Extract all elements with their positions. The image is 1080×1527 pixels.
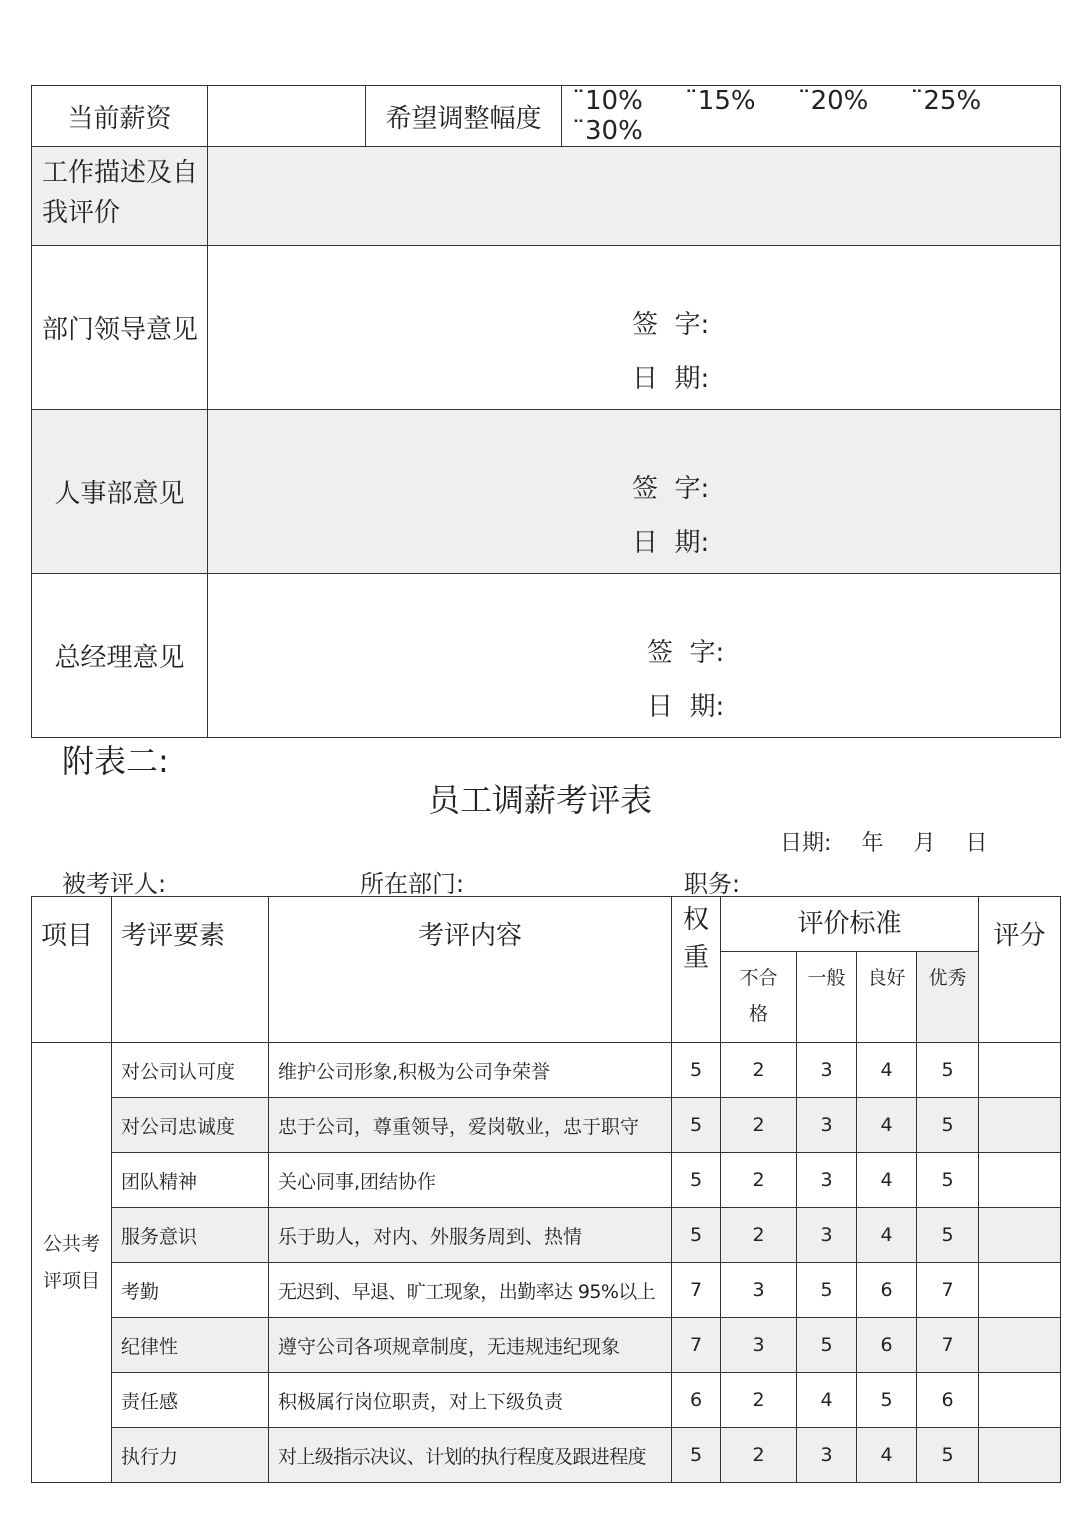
date-year: 年: [861, 831, 884, 856]
header-level-average: 一般: [797, 952, 857, 1043]
row-score-input[interactable]: [979, 1373, 1061, 1428]
row-good: 4: [857, 1428, 917, 1483]
header-level-fail-line2: 格: [748, 1003, 768, 1025]
header-item: 项目: [32, 897, 112, 1043]
appendix-title: 附表二:: [62, 742, 169, 780]
row-average: 5: [797, 1263, 857, 1318]
row-weight: 5: [672, 1043, 721, 1098]
row-content: 对上级指示决议、计划的执行程度及跟进程度: [269, 1428, 672, 1483]
hr-date-label: 日 期:: [632, 528, 710, 558]
row-content: 维护公司形象,积极为公司争荣誉: [269, 1043, 672, 1098]
date-day: 日: [965, 831, 988, 856]
row-excellent: 5: [917, 1428, 979, 1483]
option-30[interactable]: ¨30%: [572, 116, 643, 146]
row-weight: 7: [672, 1263, 721, 1318]
category-line2: 评项目: [42, 1269, 100, 1292]
option-20[interactable]: ¨20%: [797, 86, 869, 116]
option-15[interactable]: ¨15%: [684, 86, 756, 116]
dept-sign-label: 签 字:: [632, 310, 710, 340]
row-score-input[interactable]: [979, 1098, 1061, 1153]
date-label: 日期:: [780, 831, 832, 856]
dept-leader-label: 部门领导意见: [32, 246, 208, 410]
row-factor: 服务意识: [112, 1208, 269, 1263]
category-cell: [32, 1043, 112, 1483]
department-label: 所在部门:: [360, 870, 465, 898]
row-average: 3: [797, 1098, 857, 1153]
row-content: 乐于助人，对内、外服务周到、热情: [269, 1208, 672, 1263]
header-level-fail: [721, 952, 797, 1043]
row-weight: 5: [672, 1098, 721, 1153]
gm-sign-label: 签 字:: [647, 638, 725, 668]
row-excellent: 5: [917, 1043, 979, 1098]
row-excellent: 7: [917, 1263, 979, 1318]
row-content: 忠于公司，尊重领导，爱岗敬业，忠于职守: [269, 1098, 672, 1153]
current-salary-value[interactable]: [208, 86, 366, 147]
row-excellent: 7: [917, 1318, 979, 1373]
row-fail: 2: [721, 1098, 797, 1153]
dept-date-label: 日 期:: [632, 364, 710, 394]
row-average: 4: [797, 1373, 857, 1428]
row-excellent: 5: [917, 1208, 979, 1263]
row-content: 无迟到、早退、旷工现象，出勤率达 95%以上: [269, 1263, 672, 1318]
salary-request-table: [31, 85, 1061, 738]
gm-label: 总经理意见: [32, 574, 208, 738]
hr-opinion-field[interactable]: [208, 410, 1061, 574]
header-level-good: 良好: [857, 952, 917, 1043]
row-weight: 5: [672, 1153, 721, 1208]
row-factor: 执行力: [112, 1428, 269, 1483]
header-score: 评分: [979, 897, 1061, 1043]
evaluation-table: [31, 896, 1061, 1483]
row-score-input[interactable]: [979, 1428, 1061, 1483]
adjust-range-options: [562, 86, 1061, 147]
gm-opinion-field[interactable]: [208, 574, 1061, 738]
date-month: 月: [913, 831, 936, 856]
row-average: 5: [797, 1318, 857, 1373]
row-fail: 2: [721, 1208, 797, 1263]
header-level-excellent: 优秀: [917, 952, 979, 1043]
header-criteria: 评价标准: [721, 897, 979, 952]
evaluee-label: 被考评人:: [62, 870, 167, 898]
date-line: [780, 826, 1017, 857]
row-good: 6: [857, 1318, 917, 1373]
row-score-input[interactable]: [979, 1263, 1061, 1318]
row-score-input[interactable]: [979, 1318, 1061, 1373]
row-weight: 7: [672, 1318, 721, 1373]
row-average: 3: [797, 1428, 857, 1483]
row-fail: 3: [721, 1318, 797, 1373]
hr-sign-label: 签 字:: [632, 474, 710, 504]
header-weight: [672, 897, 721, 1043]
row-fail: 2: [721, 1428, 797, 1483]
self-eval-label-line1: 工作描述及自: [42, 158, 199, 188]
dept-leader-opinion-field[interactable]: [208, 246, 1061, 410]
row-fail: 3: [721, 1263, 797, 1318]
row-factor: 团队精神: [112, 1153, 269, 1208]
option-25[interactable]: ¨25%: [910, 86, 982, 116]
row-weight: 5: [672, 1208, 721, 1263]
row-content: 关心同事,团结协作: [269, 1153, 672, 1208]
self-eval-label-line2: 我评价: [42, 198, 121, 228]
gm-date-label: 日 期:: [647, 692, 725, 722]
row-fail: 2: [721, 1153, 797, 1208]
row-average: 3: [797, 1208, 857, 1263]
row-excellent: 6: [917, 1373, 979, 1428]
row-excellent: 5: [917, 1153, 979, 1208]
row-factor: 考勤: [112, 1263, 269, 1318]
row-good: 4: [857, 1043, 917, 1098]
header-factor: 考评要素: [112, 897, 269, 1043]
row-fail: 2: [721, 1373, 797, 1428]
row-excellent: 5: [917, 1098, 979, 1153]
row-good: 6: [857, 1263, 917, 1318]
row-factor: 责任感: [112, 1373, 269, 1428]
row-good: 4: [857, 1153, 917, 1208]
row-score-input[interactable]: [979, 1208, 1061, 1263]
adjust-range-label: 希望调整幅度: [366, 86, 562, 147]
header-weight-line1: 权: [682, 905, 709, 935]
option-10[interactable]: ¨10%: [572, 86, 643, 116]
row-good: 5: [857, 1373, 917, 1428]
form-title: 员工调薪考评表: [427, 781, 652, 819]
row-good: 4: [857, 1098, 917, 1153]
row-content: 积极属行岗位职责，对上下级负责: [269, 1373, 672, 1428]
current-salary-label: 当前薪资: [32, 86, 208, 147]
row-factor: 纪律性: [112, 1318, 269, 1373]
row-content: 遵守公司各项规章制度，无违规违纪现象: [269, 1318, 672, 1373]
row-factor: 对公司认可度: [112, 1043, 269, 1098]
row-average: 3: [797, 1153, 857, 1208]
category-line1: 公共考: [42, 1232, 100, 1255]
header-weight-line2: 重: [682, 943, 709, 973]
hr-label: 人事部意见: [32, 410, 208, 574]
row-score-input[interactable]: [979, 1043, 1061, 1098]
header-content: 考评内容: [269, 897, 672, 1043]
row-average: 3: [797, 1043, 857, 1098]
row-weight: 6: [672, 1373, 721, 1428]
position-label: 职务:: [684, 870, 741, 898]
row-weight: 5: [672, 1428, 721, 1483]
row-good: 4: [857, 1208, 917, 1263]
header-level-fail-line1: 不合: [739, 967, 778, 989]
row-score-input[interactable]: [979, 1153, 1061, 1208]
self-eval-field[interactable]: [208, 147, 1061, 246]
row-factor: 对公司忠诚度: [112, 1098, 269, 1153]
row-fail: 2: [721, 1043, 797, 1098]
self-eval-label: [32, 147, 208, 246]
